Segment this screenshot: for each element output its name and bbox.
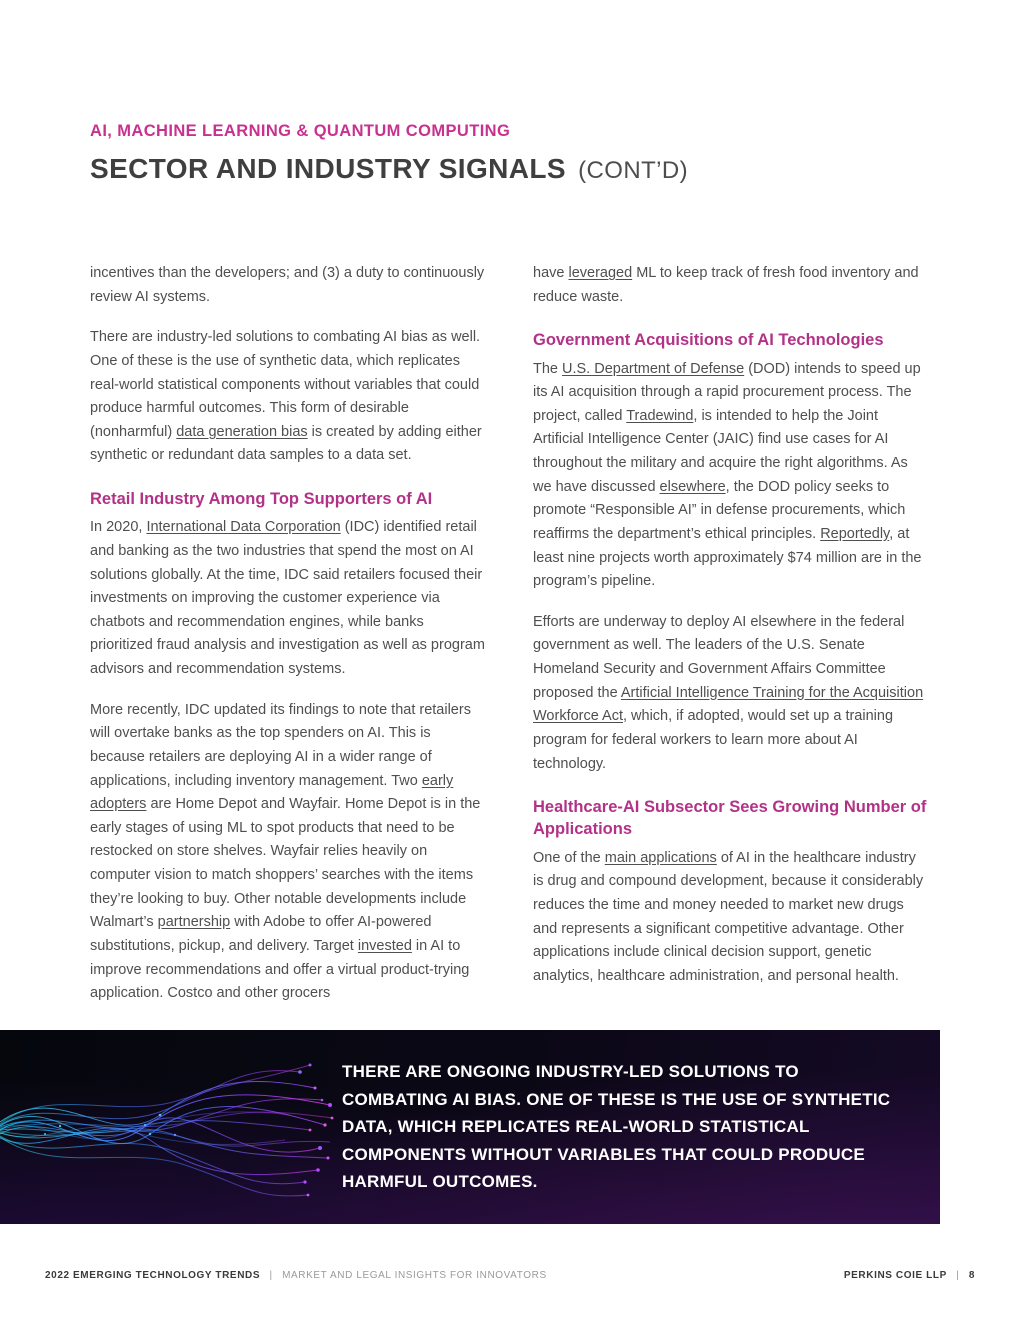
text-run: The xyxy=(533,360,563,377)
footer-separator: | xyxy=(269,1270,273,1281)
paragraph-healthcare xyxy=(533,847,930,989)
inline-link[interactable]: main applications xyxy=(604,849,717,866)
text-run: (IDC) identified retail and banking as the two industries that spend the most on AI solutions globally. At the time, IDC said retailers focused their investments on improving the customer experience via chatbots and recommendation engines, while banks prioritized fraud analysis and investigation as well as program advisors and recommendation systems. xyxy=(90,519,485,678)
text-run: are Home Depot and Wayfair. Home Depot is in the early stages of using ML to spot products that need to be restocked on store shelves. Wayfair relies heavily on computer vision to match shoppers’ searches with the items they’re looking to buy. Other notable developments include Walmart’s xyxy=(90,796,481,931)
paragraph-dod xyxy=(533,358,930,594)
inline-link[interactable]: leveraged xyxy=(568,265,633,281)
subheading-government-acquisitions: Government Acquisitions of AI Technologies xyxy=(533,331,884,350)
footer-firm-name: PERKINS COIE LLP xyxy=(843,1270,947,1281)
text-run: In 2020, xyxy=(90,519,147,536)
paragraph-grocers-continuation xyxy=(533,262,930,309)
text-run: of AI in the healthcare industry is drug and compound development, because it considerably reduces the time and money needed to market new drugs and represents a significant competitive advantage. Other applications include clinical decision support, genetic analytics, healthcare administration, and personal health. xyxy=(533,849,924,984)
network-wave-graphic xyxy=(0,1030,340,1224)
subheading-healthcare-ai: Healthcare-AI Subsector Sees Growing Number of Applications xyxy=(533,798,927,839)
inline-link[interactable]: early adopters xyxy=(90,772,454,813)
left-column xyxy=(90,262,487,1023)
text-run: ML to keep track of fresh food inventory and reduce waste. xyxy=(533,265,919,305)
text-run: in AI to improve recommendations and offer a virtual product-trying application. Costco and other grocers xyxy=(90,937,470,1002)
inline-link[interactable]: Reportedly xyxy=(820,525,890,542)
right-column xyxy=(533,262,930,1023)
inline-link[interactable]: U.S. Department of Defense xyxy=(562,360,745,377)
subheading-retail-industry: Retail Industry Among Top Supporters of AI xyxy=(90,490,433,508)
footer-report-subtitle: MARKET AND LEGAL INSIGHTS FOR INNOVATORS xyxy=(282,1270,547,1281)
inline-link[interactable]: invested xyxy=(357,937,412,954)
section-eyebrow: AI, MACHINE LEARNING & QUANTUM COMPUTING xyxy=(90,122,511,140)
inline-link[interactable]: elsewhere xyxy=(659,478,726,495)
text-run: , which, if adopted, would set up a training program for federal workers to learn more about AI technology. xyxy=(533,708,894,772)
footer-right xyxy=(844,1270,975,1281)
footer-left xyxy=(45,1270,547,1281)
text-run: with Adobe to offer AI-powered substitutions, pickup, and delivery. Target xyxy=(90,914,432,954)
text-run: , at least nine projects worth approximately $74 million are in the program’s pipeline. xyxy=(533,525,922,590)
text-run: incentives than the developers; and (3) a duty to continuously review AI systems. xyxy=(90,265,485,305)
paragraph-idc-2020 xyxy=(90,516,487,681)
inline-link[interactable]: data generation bias xyxy=(176,423,308,440)
paragraph-synthetic-data xyxy=(90,326,487,468)
inline-link[interactable]: partnership xyxy=(157,914,231,931)
inline-link[interactable]: Artificial Intelligence Training for the Acquisition Workforce Act xyxy=(533,684,924,725)
text-run: More recently, IDC updated its findings to note that retailers will overtake banks as the top spenders on AI. This is because retailers are deploying AI in a wider range of applications, including inventory management. Two xyxy=(90,701,471,789)
page-header xyxy=(90,122,930,185)
inline-link[interactable]: Tradewind xyxy=(626,407,694,424)
text-run: Efforts are underway to deploy AI elsewhere in the federal government as well. The leaders of the U.S. Senate Homeland Security and Government Affairs Committee proposed the xyxy=(533,613,905,701)
callout-text: THERE ARE ONGOING INDUSTRY-LED SOLUTIONS TO COMBATING AI BIAS. ONE OF THESE IS THE USE OF SYNTHETIC DATA, WHICH REPLICATES REAL-WORLD STATISTICAL COMPONENTS WITHOUT VARIABLES THAT COULD PRODUCE HARMFUL OUTCOMES. xyxy=(342,1062,891,1192)
text-run: have xyxy=(533,265,569,281)
body-content xyxy=(90,262,930,1023)
text-run: is created by adding either synthetic or redundant data samples to a data set. xyxy=(90,423,482,464)
text-run: There are industry-led solutions to combating AI bias as well. One of these is the use of synthetic data, which replicates real-world statistical components without variables that could produce harmful outcomes. This form of desirable (nonharmful) xyxy=(90,329,481,440)
page-title-main: SECTOR AND INDUSTRY SIGNALS xyxy=(90,153,566,184)
footer-page-number: 8 xyxy=(968,1270,975,1281)
text-run: , is intended to help the Joint Artificial Intelligence Center (JAIC) find use cases for AI throughout the military and acquire the right algorithms. As we have discussed xyxy=(533,407,908,495)
page-title xyxy=(90,153,930,185)
paragraph-continuation xyxy=(90,262,487,309)
page-footer xyxy=(0,1270,1020,1281)
inline-link[interactable]: International Data Corporation xyxy=(146,519,341,536)
footer-separator: | xyxy=(956,1270,960,1281)
text-run: , the DOD policy seeks to promote “Responsible AI” in defense procurements, which reaffirms the department’s ethical principles. xyxy=(533,478,906,542)
text-run: (DOD) intends to speed up its AI acquisition through a rapid procurement process. The project, called xyxy=(533,360,921,424)
footer-report-title: 2022 EMERGING TECHNOLOGY TRENDS xyxy=(45,1270,261,1281)
text-run: One of the xyxy=(533,849,605,866)
paragraph-federal-efforts xyxy=(533,611,930,776)
callout-banner xyxy=(0,1030,940,1224)
page-title-suffix: (CONT’D) xyxy=(578,157,688,184)
paragraph-idc-update xyxy=(90,699,487,1006)
